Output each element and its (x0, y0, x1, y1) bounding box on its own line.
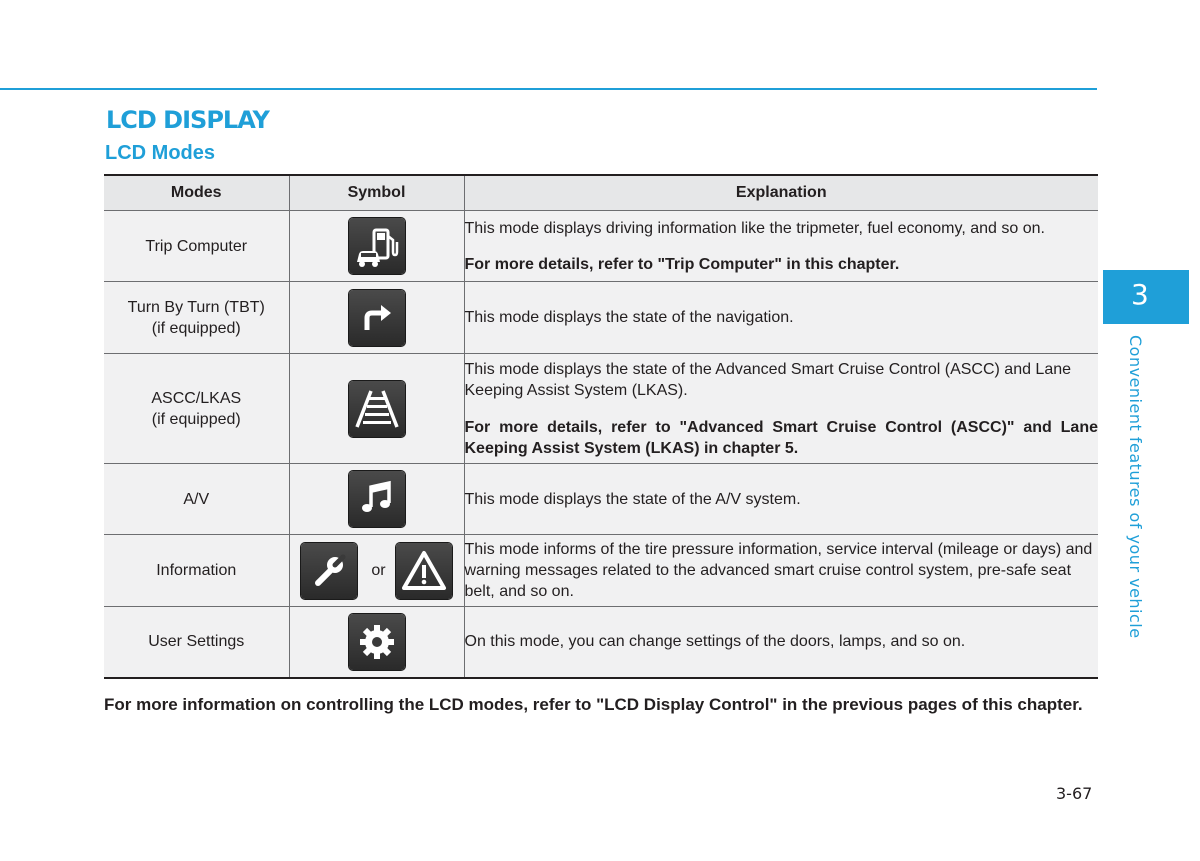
explanation-note: For more details, refer to "Trip Computer" in this chapter. (464, 255, 900, 273)
sub-title: LCD Modes (105, 142, 215, 164)
explanation-text: This mode displays driving information like the tripmeter, fuel economy, and so on. (464, 219, 1045, 237)
symbol-cell (289, 464, 464, 535)
turn-right-arrow-icon (349, 290, 405, 346)
section-title: LCD DISPLAY (106, 106, 269, 134)
or-text: or (371, 561, 386, 579)
chapter-number: 3 (1131, 278, 1149, 311)
explanation-cell (464, 464, 1098, 535)
explanation-text: This mode displays the state of the navigation. (464, 309, 794, 326)
table-row (104, 535, 1098, 607)
explanation-cell (464, 607, 1098, 678)
mode-name: Turn By Turn (TBT) (127, 298, 265, 316)
wrench-icon (301, 543, 357, 599)
music-note-icon (349, 471, 405, 527)
page-number: 3-67 (1056, 784, 1093, 803)
mode-cell (104, 535, 289, 607)
symbol-cell (289, 535, 464, 607)
explanation-cell (464, 354, 1098, 464)
mode-name: User Settings (148, 633, 245, 651)
table-row (104, 282, 1098, 354)
lcd-modes-table (104, 174, 1098, 679)
symbol-cell (289, 607, 464, 678)
mode-qualifier: (if equipped) (151, 410, 241, 428)
table-row (104, 607, 1098, 678)
explanation-text: This mode displays the state of the Advanced Smart Cruise Control (ASCC) and Lane Keeping Assist System (LKAS). (464, 360, 1072, 399)
mode-cell (104, 464, 289, 535)
explanation-text: On this mode, you can change settings of the doors, lamps, and so on. (464, 633, 966, 651)
column-header-symbol: Symbol (289, 175, 464, 211)
table-header-row (104, 175, 1098, 211)
warning-triangle-icon (396, 543, 452, 599)
table-row (104, 354, 1098, 464)
explanation-text: This mode informs of the tire pressure information, service interval (mileage or days) and warning messages related to the advanced smart cruise control system, pre-safe seat belt, and so on. (464, 541, 1093, 600)
mode-name: ASCC/LKAS (151, 389, 242, 407)
symbol-cell (289, 282, 464, 354)
symbol-cell (289, 211, 464, 282)
explanation-note: For more details, refer to "Advanced Smart Cruise Control (ASCC)" and Lane Keeping Assist System (LKAS) in chapter 5. (464, 418, 1098, 457)
gear-icon (349, 614, 405, 670)
chapter-title: Convenient features of your vehicle (1126, 335, 1145, 639)
explanation-cell (464, 211, 1098, 282)
footer-note: For more information on controlling the LCD modes, refer to "LCD Display Control" in the previous pages of this chapter. (104, 695, 1083, 714)
mode-cell (104, 607, 289, 678)
explanation-cell (464, 535, 1098, 607)
mode-qualifier: (if equipped) (151, 319, 241, 337)
table-row (104, 464, 1098, 535)
mode-cell (104, 354, 289, 464)
explanation-text: This mode displays the state of the A/V system. (464, 490, 801, 508)
mode-cell (104, 211, 289, 282)
mode-cell (104, 282, 289, 354)
top-rule (0, 88, 1097, 90)
chapter-tab (1103, 270, 1189, 324)
lane-road-icon (349, 381, 405, 437)
explanation-cell (464, 282, 1098, 354)
mode-name: Information (156, 562, 237, 579)
column-header-modes: Modes (104, 175, 289, 211)
mode-name: A/V (183, 490, 210, 508)
mode-name: Trip Computer (145, 237, 248, 255)
table-row (104, 211, 1098, 282)
fuel-car-icon (349, 218, 405, 274)
symbol-cell (289, 354, 464, 464)
column-header-explanation: Explanation (464, 175, 1098, 211)
